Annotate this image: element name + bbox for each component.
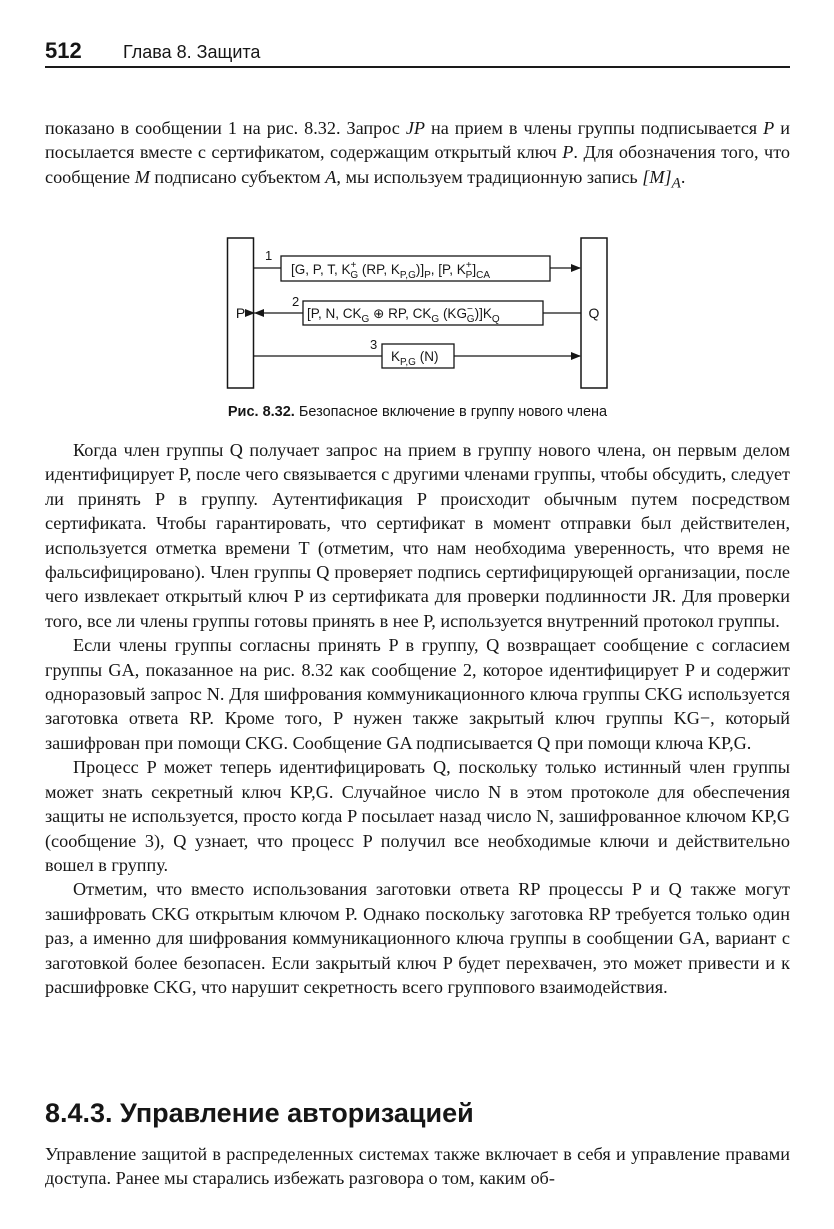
section-body (45, 1142, 790, 1191)
section-paragraph-1: Управление защитой в распределенных системах также включает в себя и управление правами доступа. Ранее мы старались избежать разговора о том, каким об- (45, 1144, 790, 1189)
message-2-number: 2 (292, 294, 300, 309)
paragraph-3: Процесс P может теперь идентифицировать Q, поскольку только истинный член группы может знать секретный ключ KP,G. Случайное число N в этом протоколе для обеспечения защиты не используется, просто когда P посылает назад число N, зашифрованное ключом KP,G (сообщение 3), Q узнает, что процесс P получил все необходимые ключи и действительно вошел в группу. (45, 757, 790, 875)
message-1 (254, 248, 580, 281)
figure-number: Рис. 8.32. (227, 404, 295, 420)
message-3-label: $K_{P,G}$ (N) (391, 349, 439, 368)
paragraph-2: Если члены группы согласны принять P в группу, Q возвращает сообщение с согласием группы GA, показанное на рис. 8.32 как сообщение 2, которое идентифицирует P и содержит одноразовый запрос N. Для шифрования коммуникационного ключа группы CKG используется заготовка ответа RP. Кроме того, P нужен также закрытый ключ группы KG−, который зашифрован при помощи CKG. Сообщение GA подписывается Q при помощи ключа KP,G. (45, 635, 790, 753)
paragraph-4: Отметим, что вместо использования заготовки ответа RP процессы P и Q также могут зашифровать CKG открытым ключом P. Однако поскольку заготовка RP требуется только один раз, а именно для шифрования коммуникационного ключа группы в сообщении GA, вариант с заготовкой более безопасен. Если закрытый ключ P будет перехвачен, это может привести и к расшифровке CKG, что нарушит секретность всего группового взаимодействия. (45, 879, 790, 997)
message-3 (254, 337, 580, 368)
message-1-number: 1 (265, 248, 273, 263)
page-number: 512 (45, 38, 82, 63)
chapter-title: Глава 8. Защита (123, 42, 261, 62)
protocol-diagram (227, 232, 609, 392)
entity-q-label: Q (588, 305, 600, 321)
message-1-label: [G, P, T, K+ G (RP, $K_{P,G})]_P$, [P, K+ $P]_{CA}$ (291, 260, 490, 281)
message-3-number: 3 (370, 337, 378, 352)
figure-caption-text: Безопасное включение в группу нового члена (294, 404, 608, 420)
intro-paragraph: показано в сообщении 1 на рис. 8.32. Запрос JP на прием в члены группы подписывается P и посылается вместе с сертификатом, содержащим открытый ключ P. Для обозначения того, что сообщение M подписано субъектом A, мы используем традиционную запись $[M]_A$. (45, 118, 791, 192)
page-header (45, 38, 790, 68)
body-text (45, 438, 790, 999)
section-heading: 8.4.3. Управление авторизацией (45, 1098, 474, 1128)
message-2-label: [P, N, $CK_G$ ⊕ RP, $CK_G$ (KG− $G)]K_Q$ (307, 304, 500, 325)
paragraph-1: Когда член группы Q получает запрос на прием в группу нового члена, он первым делом идентифицирует P, после чего связывается с другими членами группы, чтобы обсудить, следует ли принять P в группу. Аутентификация P происходит обычным путем посредством сертификата. Чтобы гарантировать, что сертификат в момент отправки был действителен, используется отметка времени T (отметим, что нам необходима уверенность, что время не фальсифицировано). Член группы Q проверяет подпись сертифицирующей организации, после чего извлекает открытый ключ P из сертификата для проверки подлинности JR. Для проверки того, все ли члены группы готовы принять в нее P, используется внутренний протокол группы. (45, 440, 790, 631)
figure-caption (45, 402, 790, 422)
entity-p-label: P (235, 305, 246, 321)
message-2 (254, 294, 581, 325)
